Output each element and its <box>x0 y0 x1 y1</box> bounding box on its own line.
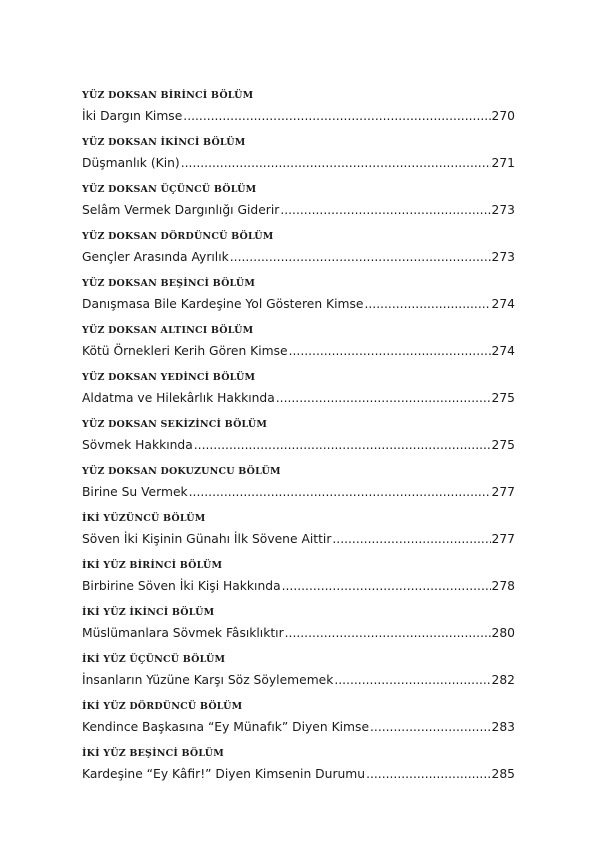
toc-entry <box>82 183 515 230</box>
chapter-heading: YÜZ DOKSAN ÜÇÜNCÜ BÖLÜM <box>82 184 257 195</box>
toc-line[interactable] <box>82 201 515 219</box>
chapter-heading: İKİ YÜZ DÖRDÜNCÜ BÖLÜM <box>82 701 243 712</box>
entry-title[interactable]: Kardeşine “Ey Kâfir!” Diyen Kimsenin Durumu <box>82 767 366 781</box>
page-number[interactable]: 285 <box>491 767 515 781</box>
entry-title[interactable]: İnsanların Yüzüne Karşı Söz Söylememek <box>82 673 334 687</box>
entry-title[interactable]: Aldatma ve Hilekârlık Hakkında <box>82 391 275 405</box>
entry-title[interactable]: Gençler Arasında Ayrılık <box>82 250 229 264</box>
toc-entry <box>82 700 515 747</box>
chapter-heading: İKİ YÜZ BEŞİNCİ BÖLÜM <box>82 748 224 759</box>
toc-entry <box>82 653 515 700</box>
page-number[interactable]: 273 <box>491 250 515 264</box>
toc-line[interactable] <box>82 624 515 642</box>
toc-line[interactable] <box>82 295 515 313</box>
entry-title[interactable]: Müslümanlara Sövmek Fâsıklıktır <box>82 626 284 640</box>
dot-leader <box>282 577 491 595</box>
toc-line[interactable] <box>82 530 515 548</box>
entry-title[interactable]: Kötü Örnekleri Kerih Gören Kimse <box>82 344 288 358</box>
page-number[interactable]: 277 <box>491 532 515 546</box>
toc-entry <box>82 230 515 277</box>
toc-entry <box>82 277 515 324</box>
page-number[interactable]: 273 <box>491 203 515 217</box>
toc-entry <box>82 606 515 653</box>
dot-leader <box>194 436 491 454</box>
toc-line[interactable] <box>82 436 515 454</box>
chapter-heading: İKİ YÜZÜNCÜ BÖLÜM <box>82 513 206 524</box>
chapter-heading: YÜZ DOKSAN DOKUZUNCU BÖLÜM <box>82 466 281 477</box>
page-number[interactable]: 274 <box>491 344 515 358</box>
page-number[interactable]: 275 <box>491 438 515 452</box>
table-of-contents <box>82 89 515 794</box>
page-number[interactable]: 278 <box>491 579 515 593</box>
chapter-heading: İKİ YÜZ BİRİNCİ BÖLÜM <box>82 560 223 571</box>
chapter-heading: YÜZ DOKSAN DÖRDÜNCÜ BÖLÜM <box>82 231 274 242</box>
toc-line[interactable] <box>82 342 515 360</box>
dot-leader <box>276 389 491 407</box>
toc-entry <box>82 559 515 606</box>
page-number[interactable]: 283 <box>491 720 515 734</box>
entry-title[interactable]: Sövmek Hakkında <box>82 438 193 452</box>
toc-line[interactable] <box>82 389 515 407</box>
toc-entry <box>82 89 515 136</box>
dot-leader <box>183 107 490 125</box>
dot-leader <box>370 718 491 736</box>
dot-leader <box>285 624 491 642</box>
toc-line[interactable] <box>82 671 515 689</box>
chapter-heading: İKİ YÜZ İKİNCİ BÖLÜM <box>82 607 215 618</box>
toc-line[interactable] <box>82 248 515 266</box>
chapter-heading: YÜZ DOKSAN BEŞİNCİ BÖLÜM <box>82 278 256 289</box>
page-number[interactable]: 274 <box>491 297 515 311</box>
page-number[interactable]: 275 <box>491 391 515 405</box>
chapter-heading: İKİ YÜZ ÜÇÜNCÜ BÖLÜM <box>82 654 226 665</box>
chapter-heading: YÜZ DOKSAN YEDİNCİ BÖLÜM <box>82 372 256 383</box>
toc-entry <box>82 324 515 371</box>
toc-line[interactable] <box>82 483 515 501</box>
chapter-heading: YÜZ DOKSAN BİRİNCİ BÖLÜM <box>82 90 254 101</box>
chapter-heading: YÜZ DOKSAN İKİNCİ BÖLÜM <box>82 137 246 148</box>
entry-title[interactable]: Selâm Vermek Dargınlığı Giderir <box>82 203 280 217</box>
dot-leader <box>280 201 490 219</box>
page-number[interactable]: 277 <box>491 485 515 499</box>
toc-line[interactable] <box>82 577 515 595</box>
toc-entry <box>82 136 515 183</box>
toc-line[interactable] <box>82 107 515 125</box>
toc-entry <box>82 418 515 465</box>
dot-leader <box>230 248 491 266</box>
toc-line[interactable] <box>82 765 515 783</box>
entry-title[interactable]: Düşmanlık (Kin) <box>82 156 180 170</box>
dot-leader <box>181 154 491 172</box>
entry-title[interactable]: Söven İki Kişinin Günahı İlk Sövene Aittir <box>82 532 332 546</box>
toc-entry <box>82 465 515 512</box>
page-number[interactable]: 282 <box>491 673 515 687</box>
chapter-heading: YÜZ DOKSAN SEKİZİNCİ BÖLÜM <box>82 419 268 430</box>
entry-title[interactable]: Birbirine Söven İki Kişi Hakkında <box>82 579 281 593</box>
dot-leader <box>364 295 490 313</box>
toc-entry <box>82 371 515 418</box>
entry-title[interactable]: İki Dargın Kimse <box>82 109 183 123</box>
toc-entry <box>82 512 515 559</box>
dot-leader <box>366 765 490 783</box>
page-number[interactable]: 270 <box>491 109 515 123</box>
page-number[interactable]: 271 <box>491 156 515 170</box>
dot-leader <box>289 342 491 360</box>
page-number[interactable]: 280 <box>491 626 515 640</box>
dot-leader <box>189 483 491 501</box>
dot-leader <box>334 671 490 689</box>
dot-leader <box>332 530 490 548</box>
entry-title[interactable]: Kendince Başkasına “Ey Münafık” Diyen Kimse <box>82 720 370 734</box>
chapter-heading: YÜZ DOKSAN ALTINCI BÖLÜM <box>82 325 254 336</box>
toc-entry <box>82 747 515 794</box>
toc-line[interactable] <box>82 154 515 172</box>
entry-title[interactable]: Danışmasa Bile Kardeşine Yol Gösteren Kimse <box>82 297 364 311</box>
toc-line[interactable] <box>82 718 515 736</box>
entry-title[interactable]: Birine Su Vermek <box>82 485 188 499</box>
